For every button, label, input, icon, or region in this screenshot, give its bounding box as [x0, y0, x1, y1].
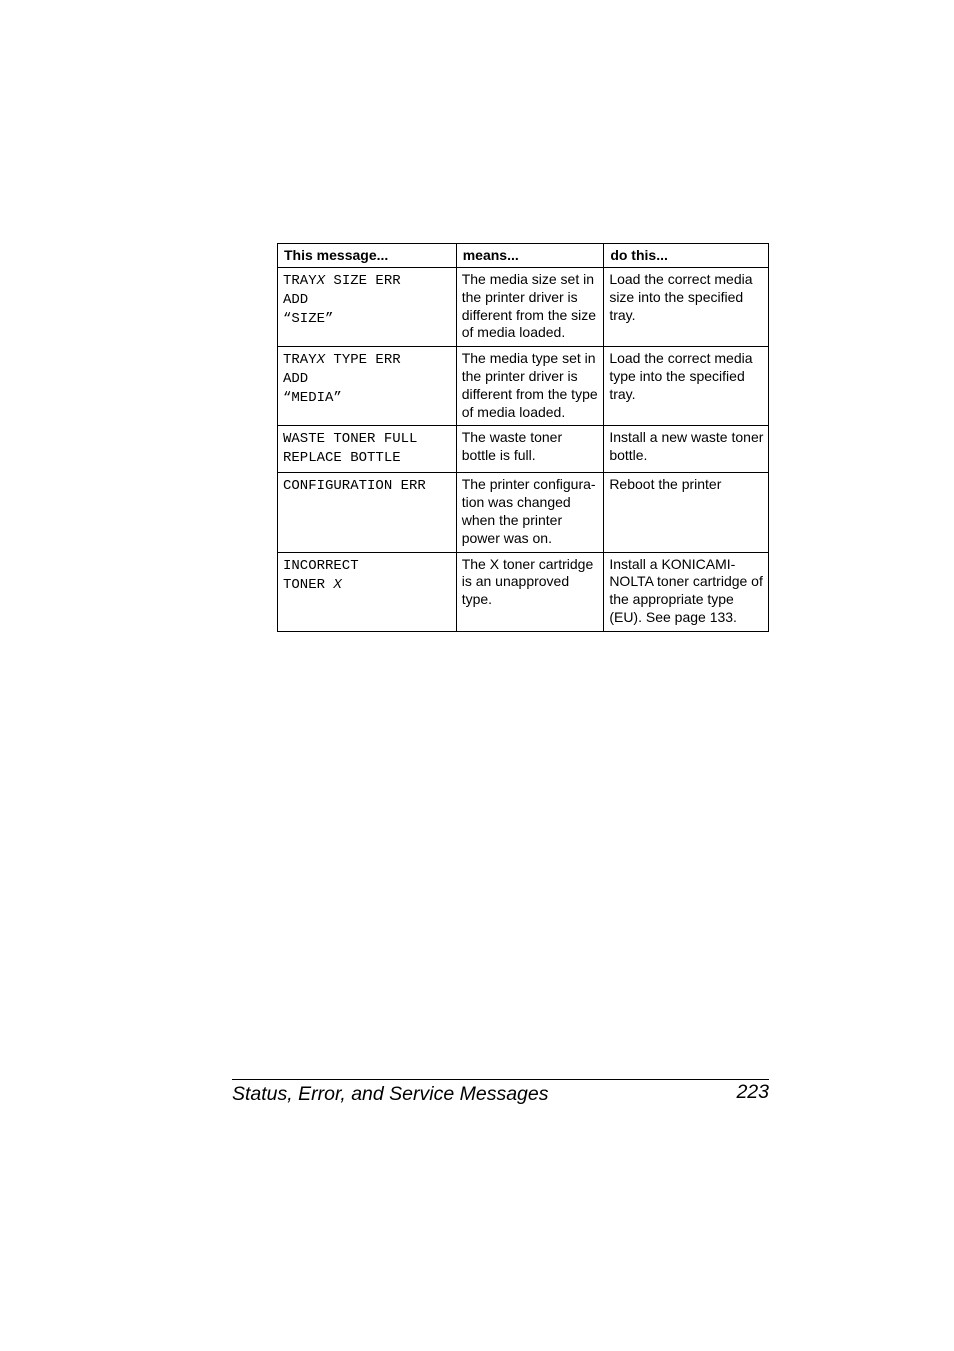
- message-text: REPLACE BOTTLE: [283, 450, 401, 467]
- message-text: WASTE TONER FULL: [283, 431, 418, 448]
- message-text: “MEDIA”: [283, 390, 342, 407]
- message-line: [283, 557, 452, 576]
- message-text: TONER: [283, 576, 334, 593]
- message-text: TYPE ERR: [325, 352, 401, 369]
- footer-title: Status, Error, and Service Messages: [232, 1083, 549, 1105]
- table-row: [278, 473, 769, 552]
- message-text: TRAY: [283, 352, 317, 369]
- means-cell: [456, 473, 604, 552]
- message-line: [283, 272, 452, 291]
- table-header-row: [278, 244, 769, 268]
- message-cell: [278, 268, 457, 347]
- message-line: [283, 430, 452, 449]
- means-cell: [456, 552, 604, 631]
- message-line: [283, 449, 452, 468]
- header-action: do this...: [604, 244, 769, 268]
- message-line: [283, 389, 452, 408]
- table-row: [278, 268, 769, 347]
- message-text: INCORRECT: [283, 557, 359, 574]
- message-cell: [278, 473, 457, 552]
- message-variable: X: [316, 352, 326, 369]
- table-row: [278, 552, 769, 631]
- message-variable: X: [333, 576, 342, 593]
- means-text: The printer configura-tion was changed when the printer power was on.: [461, 476, 596, 546]
- message-line: [283, 477, 452, 496]
- message-cell: [278, 426, 457, 473]
- message-line: [283, 370, 452, 389]
- table-row: [278, 426, 769, 473]
- action-cell: [604, 552, 769, 631]
- action-text: Install a KONICAMI-NOLTA toner cartridge of the appropriate type (EU). See page 133.: [609, 555, 763, 625]
- message-text: ADD: [283, 292, 309, 308]
- message-line: [283, 310, 452, 329]
- page-number: 223: [736, 1081, 769, 1103]
- means-text: The X toner cartridge is an unapproved type.: [461, 555, 594, 608]
- message-line: [283, 291, 452, 310]
- action-text: Reboot the printer: [609, 476, 722, 493]
- message-cell: [278, 552, 457, 631]
- message-text: ADD: [283, 371, 309, 388]
- message-text: TRAY: [283, 273, 317, 289]
- header-message: This message...: [278, 244, 457, 268]
- means-text: The media size set in the printer driver is different from the size of media loaded.: [461, 271, 597, 341]
- messages-table: [277, 243, 769, 632]
- means-text: The media type set in the printer driver is different from the type of media loaded.: [461, 350, 598, 420]
- means-cell: [456, 426, 604, 473]
- means-text: The waste toner bottle is full.: [461, 429, 563, 464]
- message-text: CONFIGURATION ERR: [283, 478, 426, 495]
- action-text: Load the correct media size into the specified tray.: [609, 271, 753, 323]
- table-row: [278, 347, 769, 426]
- means-cell: [456, 268, 604, 347]
- message-line: [283, 351, 452, 370]
- action-text: Install a new waste toner bottle.: [609, 429, 764, 464]
- message-text: SIZE ERR: [325, 273, 401, 289]
- action-cell: [604, 347, 769, 426]
- message-line: [283, 576, 452, 595]
- action-cell: [604, 473, 769, 552]
- message-text: “SIZE”: [283, 311, 334, 327]
- means-cell: [456, 347, 604, 426]
- action-cell: [604, 426, 769, 473]
- table-body: [278, 268, 769, 632]
- footer-divider: [232, 1079, 769, 1080]
- message-cell: [278, 347, 457, 426]
- action-cell: [604, 268, 769, 347]
- header-means: means...: [456, 244, 604, 268]
- action-text: Load the correct media type into the specified tray.: [609, 350, 753, 402]
- message-variable: X: [316, 273, 326, 289]
